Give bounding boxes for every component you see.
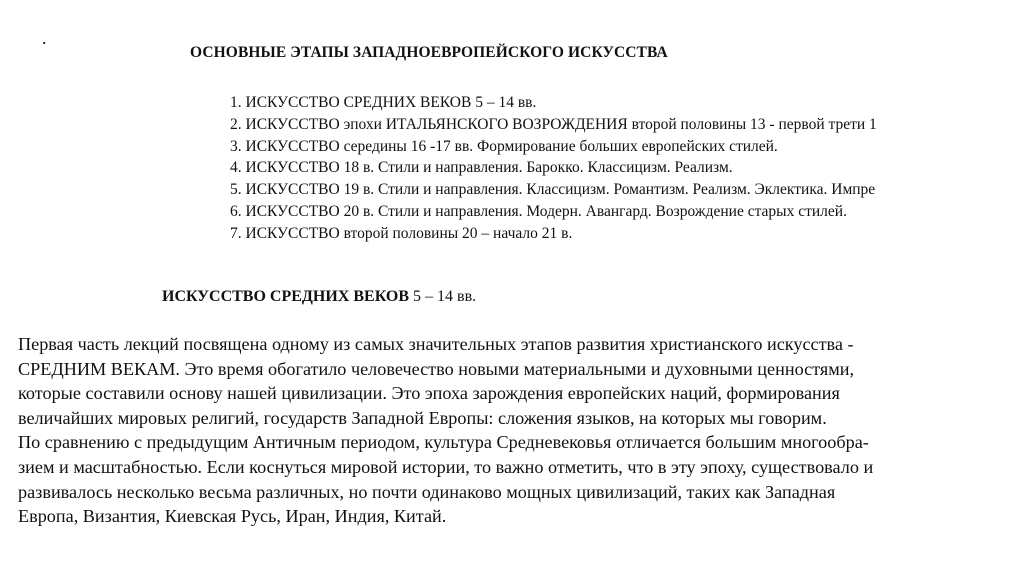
section-title bbox=[162, 288, 476, 306]
bullet-mark: . bbox=[42, 28, 47, 48]
body-line-1: Первая часть лекций посвящена одному из самых значительных этапов развития христианского искусства - bbox=[18, 334, 854, 354]
stage-item-4: 4. ИСКУССТВО 18 в. Стили и направления. Барокко. Классицизм. Реализм. bbox=[230, 159, 733, 177]
section-title-bold: ИСКУССТВО СРЕДНИХ ВЕКОВ bbox=[162, 288, 410, 305]
body-line-3: которые составили основу нашей цивилизации. Это эпоха зарождения европейских наций, формирования bbox=[18, 383, 840, 404]
stage-item-2: 2. ИСКУССТВО эпохи ИТАЛЬЯНСКОГО ВОЗРОЖДЕНИЯ второй половины 13 - первой трети 1 bbox=[230, 115, 877, 133]
stage-item-5: 5. ИСКУССТВО 19 в. Стили и направления. Классицизм. Романтизм. Реализм. Эклектика. Импре bbox=[230, 181, 876, 199]
body-line-8: Европа, Византия, Киевская Русь, Иран, Индия, Китай. bbox=[18, 506, 447, 527]
stages-list bbox=[230, 92, 1024, 245]
stage-item-1: 1. ИСКУССТВО СРЕДНИХ ВЕКОВ 5 – 14 вв. bbox=[230, 94, 537, 111]
body-line-6: зием и масштабностью. Если коснуться мировой истории, то важно отметить, что в эту эпоху, существовало и bbox=[18, 456, 874, 477]
body-line-5: По сравнению с предыдущим Античным периодом, культура Средневековья отличается большим многообра- bbox=[18, 432, 869, 453]
body-line-7: развивалось несколько весьма различных, но почти одинаково мощных цивилизаций, таких как Западная bbox=[18, 481, 836, 502]
section-title-dates: 5 – 14 вв. bbox=[409, 288, 477, 305]
main-title: ОСНОВНЫЕ ЭТАПЫ ЗАПАДНОЕВРОПЕЙСКОГО ИСКУССТВА bbox=[190, 44, 668, 61]
stage-item-7: 7. ИСКУССТВО второй половины 20 – начало 21 в. bbox=[230, 224, 573, 242]
body-paragraph bbox=[18, 332, 1018, 529]
body-line-2: СРЕДНИМ ВЕКАМ. Это время обогатило человечество новыми материальными и духовными ценностями, bbox=[18, 358, 855, 379]
stage-item-6: 6. ИСКУССТВО 20 в. Стили и направления. Модерн. Авангард. Возрождение старых стилей. bbox=[230, 202, 847, 220]
stage-item-3: 3. ИСКУССТВО середины 16 -17 вв. Формирование больших европейских стилей. bbox=[230, 137, 778, 155]
body-line-4: величайших мировых религий, государств Западной Европы: сложения языков, на которых мы говорим. bbox=[18, 407, 827, 428]
